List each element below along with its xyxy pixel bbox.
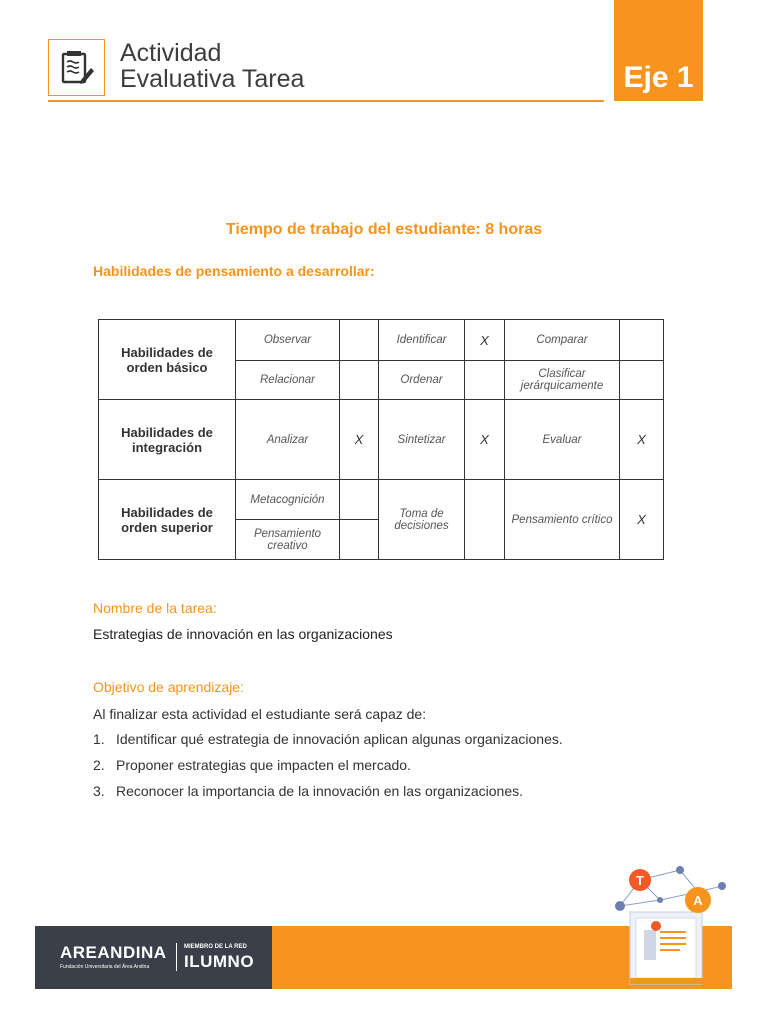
member-label: MIEMBRO DE LA RED xyxy=(184,944,247,950)
page-title xyxy=(120,40,304,93)
list-item xyxy=(93,755,563,781)
notepad-pencil-icon xyxy=(57,48,97,88)
skills-table xyxy=(98,319,664,560)
item-number: 2. xyxy=(93,757,105,773)
mark-identificar: X xyxy=(465,320,505,361)
task-name: Estrategias de innovación en las organizaciones xyxy=(93,626,393,642)
eje-badge xyxy=(614,0,703,101)
header-divider xyxy=(48,100,604,102)
brand-separator xyxy=(176,943,177,971)
eje-label: Eje 1 xyxy=(623,61,694,94)
row-label-superior: Habilidades de orden superior xyxy=(99,480,236,560)
skill-ordenar: Ordenar xyxy=(379,361,465,400)
ilumno-logo: ILUMNO xyxy=(184,952,255,971)
table-row xyxy=(99,320,664,361)
skill-toma-decisiones: Toma de decisiones xyxy=(379,480,465,560)
objective-list xyxy=(93,729,563,807)
mark-pensamiento-critico: X xyxy=(620,480,664,560)
mark-sintetizar: X xyxy=(465,400,505,480)
table-row xyxy=(99,400,664,480)
title-line-1: Actividad xyxy=(120,39,222,67)
areandina-subtitle: Fundación Universitaria del Área Andina xyxy=(60,964,150,970)
areandina-logo: AREANDINA xyxy=(60,943,167,962)
skills-heading: Habilidades de pensamiento a desarrollar: xyxy=(93,263,375,279)
skill-relacionar: Relacionar xyxy=(236,361,340,400)
work-time-heading: Tiempo de trabajo del estudiante: 8 horas xyxy=(225,221,543,238)
skill-sintetizar: Sintetizar xyxy=(379,400,465,480)
row-label-basico: Habilidades de orden básico xyxy=(99,320,236,400)
skill-pensamiento-creativo: Pensamiento creativo xyxy=(236,520,340,560)
activity-icon-box xyxy=(48,39,105,96)
skill-clasificar: Clasificar jerárquicamente xyxy=(505,361,620,400)
skill-metacognicion: Metacognición xyxy=(236,480,340,520)
mark-toma-decisiones xyxy=(465,480,505,560)
skill-analizar: Analizar xyxy=(236,400,340,480)
letter-a: A xyxy=(693,893,703,908)
objective-intro: Al finalizar esta actividad el estudiante será capaz de: xyxy=(93,706,427,722)
row-label-integracion: Habilidades de integración xyxy=(99,400,236,480)
list-item xyxy=(93,781,563,807)
mark-evaluar: X xyxy=(620,400,664,480)
skill-observar: Observar xyxy=(236,320,340,361)
document-network-illustration xyxy=(600,860,740,990)
item-number: 1. xyxy=(93,731,105,747)
mark-comparar xyxy=(620,320,664,361)
mark-observar xyxy=(340,320,379,361)
item-text: Reconocer la importancia de la innovación en las organizaciones. xyxy=(116,783,524,799)
skill-evaluar: Evaluar xyxy=(505,400,620,480)
item-text: Identificar qué estrategia de innovación aplican algunas organizaciones. xyxy=(116,731,563,747)
list-item xyxy=(93,729,563,755)
objective-heading: Objetivo de aprendizaje: xyxy=(93,679,244,695)
mark-pensamiento-creativo xyxy=(340,520,379,560)
item-number: 3. xyxy=(93,783,105,799)
mark-analizar: X xyxy=(340,400,379,480)
item-text: Proponer estrategias que impacten el mercado. xyxy=(116,757,411,773)
task-heading: Nombre de la tarea: xyxy=(93,600,217,616)
footer-brand-bar xyxy=(35,926,272,989)
mark-clasificar xyxy=(620,361,664,400)
mark-relacionar xyxy=(340,361,379,400)
skill-identificar: Identificar xyxy=(379,320,465,361)
mark-ordenar xyxy=(465,361,505,400)
mark-metacognicion xyxy=(340,480,379,520)
title-line-2: Evaluativa Tarea xyxy=(120,65,305,94)
skill-comparar: Comparar xyxy=(505,320,620,361)
letter-t: T xyxy=(636,873,644,888)
skill-pensamiento-critico: Pensamiento crítico xyxy=(505,480,620,560)
table-row xyxy=(99,480,664,520)
